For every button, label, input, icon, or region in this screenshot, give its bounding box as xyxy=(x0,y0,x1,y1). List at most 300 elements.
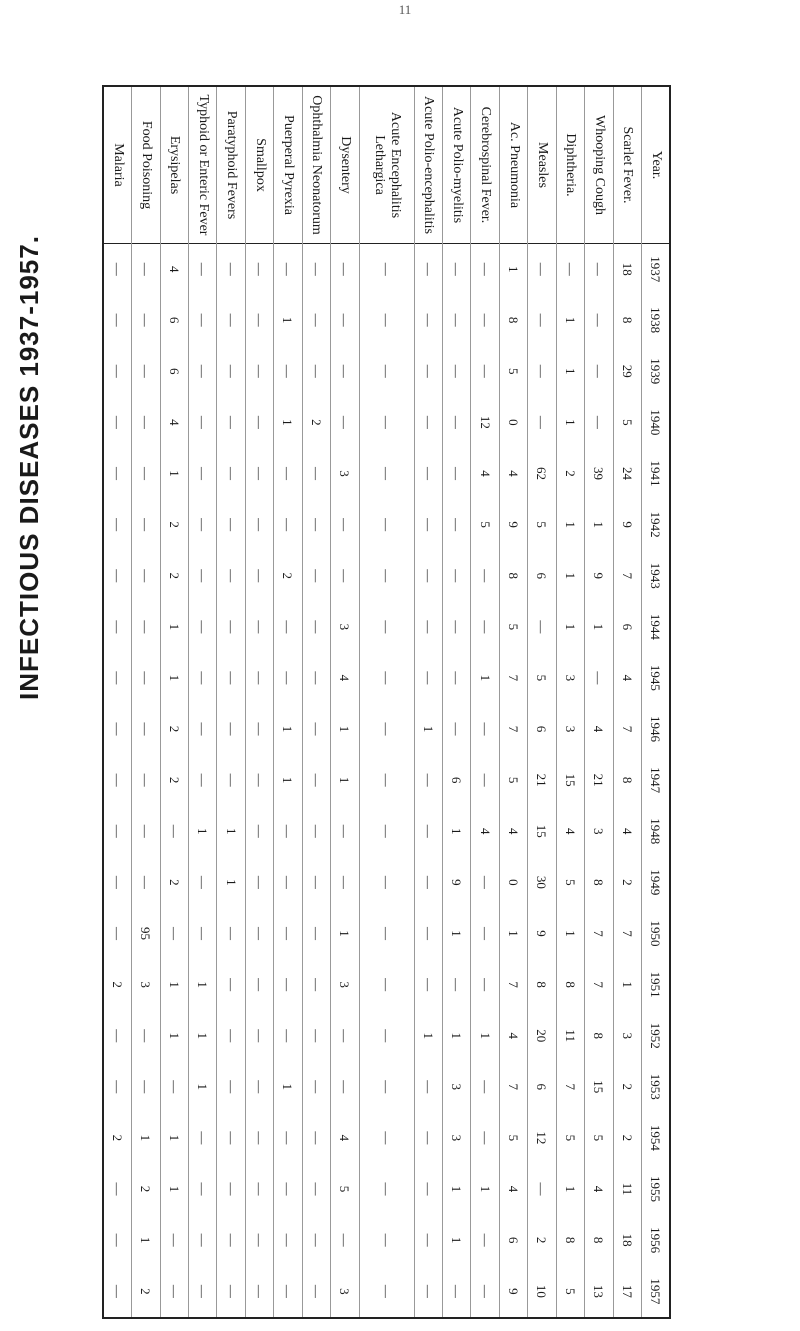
cell-value: 2 xyxy=(619,1083,635,1091)
table-row xyxy=(359,87,414,1317)
page-number: 11 xyxy=(398,2,412,17)
cell-value: 1955 xyxy=(647,1176,663,1203)
table-cell xyxy=(160,550,188,601)
table-cell xyxy=(331,908,359,959)
cell-value: 4 xyxy=(337,674,353,682)
table-cell xyxy=(274,1010,302,1061)
table-cell xyxy=(414,959,442,1010)
empty-cell-dash: — xyxy=(195,671,211,685)
table-cell xyxy=(471,1215,499,1266)
table-cell xyxy=(414,755,442,806)
table-cell xyxy=(613,755,641,806)
empty-cell-dash: — xyxy=(308,722,324,736)
cell-value: 1 xyxy=(337,725,353,733)
empty-cell-dash: — xyxy=(379,978,395,992)
empty-cell-dash: — xyxy=(195,1131,211,1145)
empty-cell-dash: — xyxy=(166,1284,182,1298)
table-cell xyxy=(217,1163,245,1214)
table-cell xyxy=(499,295,527,346)
empty-cell-dash: — xyxy=(280,620,296,634)
table-cell xyxy=(613,346,641,397)
table-cell xyxy=(641,959,669,1010)
empty-cell-dash: — xyxy=(534,262,550,276)
table-cell xyxy=(499,397,527,448)
empty-cell-dash: — xyxy=(449,415,465,429)
empty-cell-dash: — xyxy=(280,1233,296,1247)
empty-cell-dash: — xyxy=(223,569,239,583)
cell-value: 1 xyxy=(506,266,522,273)
empty-cell-dash: — xyxy=(337,569,353,583)
table-cell xyxy=(302,550,330,601)
table-cell xyxy=(104,499,132,550)
cell-value: 8 xyxy=(562,1236,578,1244)
table-cell xyxy=(443,1215,471,1266)
table-row xyxy=(613,87,641,1317)
table-cell xyxy=(556,1215,584,1266)
table-cell xyxy=(556,1061,584,1112)
table-cell xyxy=(528,1112,556,1163)
cell-value: 5 xyxy=(477,521,493,528)
table-cell xyxy=(641,448,669,499)
empty-cell-dash: — xyxy=(252,1080,268,1094)
table-cell xyxy=(359,959,414,1010)
table-cell xyxy=(613,1163,641,1214)
cell-value: 2 xyxy=(138,1288,154,1295)
empty-cell-dash: — xyxy=(223,1080,239,1094)
empty-cell-dash: — xyxy=(420,1233,436,1247)
table-cell xyxy=(274,1163,302,1214)
table-cell xyxy=(471,1266,499,1317)
empty-cell-dash: — xyxy=(110,773,126,787)
cell-value: 4 xyxy=(619,674,635,682)
table-cell xyxy=(443,857,471,908)
table-cell xyxy=(160,1163,188,1214)
table-cell xyxy=(585,1266,613,1317)
table-cell xyxy=(189,499,217,550)
cell-value: 6 xyxy=(534,572,550,579)
table-cell xyxy=(585,601,613,652)
empty-cell-dash: — xyxy=(477,262,493,276)
cell-value: 15 xyxy=(534,824,550,838)
table-cell xyxy=(556,1112,584,1163)
empty-cell-dash: — xyxy=(477,313,493,327)
cell-value: 1 xyxy=(449,1236,465,1244)
cell-value: 1 xyxy=(166,1185,182,1193)
table-cell xyxy=(556,703,584,754)
column-header: Acute Encephalitis Lethargica xyxy=(359,87,414,244)
table-cell xyxy=(613,295,641,346)
table-cell xyxy=(414,346,442,397)
empty-cell-dash: — xyxy=(379,518,395,532)
table-cell xyxy=(443,703,471,754)
empty-cell-dash: — xyxy=(420,1284,436,1298)
table-cell xyxy=(104,601,132,652)
table-cell xyxy=(443,1266,471,1317)
table-cell xyxy=(499,550,527,601)
table-cell xyxy=(499,601,527,652)
empty-cell-dash: — xyxy=(138,824,154,838)
table-cell xyxy=(132,244,160,295)
table-cell xyxy=(556,346,584,397)
column-header: Year. xyxy=(641,87,669,244)
empty-cell-dash: — xyxy=(308,262,324,276)
table-cell xyxy=(189,295,217,346)
table-cell xyxy=(217,1061,245,1112)
table-cell xyxy=(302,755,330,806)
table-cell xyxy=(189,908,217,959)
cell-value: 1 xyxy=(280,419,296,426)
empty-cell-dash: — xyxy=(379,415,395,429)
table-cell xyxy=(556,1163,584,1214)
empty-cell-dash: — xyxy=(591,671,607,685)
cell-value: 2 xyxy=(138,1185,154,1193)
table-cell xyxy=(160,1215,188,1266)
empty-cell-dash: — xyxy=(449,313,465,327)
table-cell xyxy=(217,1010,245,1061)
empty-cell-dash: — xyxy=(420,364,436,378)
table-cell xyxy=(189,550,217,601)
empty-cell-dash: — xyxy=(534,415,550,429)
table-cell xyxy=(245,652,273,703)
column-header: Scarlet Fever. xyxy=(613,87,641,244)
table-cell xyxy=(556,397,584,448)
table-cell xyxy=(302,806,330,857)
table-cell xyxy=(217,806,245,857)
table-cell xyxy=(245,448,273,499)
table-cell xyxy=(331,295,359,346)
empty-cell-dash: — xyxy=(477,1080,493,1094)
empty-cell-dash: — xyxy=(379,824,395,838)
empty-cell-dash: — xyxy=(223,926,239,940)
table-cell xyxy=(274,244,302,295)
empty-cell-dash: — xyxy=(379,262,395,276)
cell-value: 12 xyxy=(534,1131,550,1145)
cell-value: 7 xyxy=(506,1083,522,1091)
empty-cell-dash: — xyxy=(252,1284,268,1298)
table-cell xyxy=(641,397,669,448)
empty-cell-dash: — xyxy=(110,569,126,583)
cell-value: 21 xyxy=(591,773,607,787)
table-cell xyxy=(274,295,302,346)
cell-value: 3 xyxy=(138,981,154,988)
table-cell xyxy=(613,857,641,908)
table-cell xyxy=(302,652,330,703)
cell-value: 17 xyxy=(619,1284,635,1298)
column-header: Whooping Cough xyxy=(585,87,613,244)
table-cell xyxy=(414,550,442,601)
empty-cell-dash: — xyxy=(110,824,126,838)
table-cell xyxy=(274,857,302,908)
empty-cell-dash: — xyxy=(379,722,395,736)
table-cell xyxy=(613,1061,641,1112)
table-cell xyxy=(499,448,527,499)
empty-cell-dash: — xyxy=(308,1131,324,1145)
cell-value: 7 xyxy=(619,725,635,733)
cell-value: 1 xyxy=(166,981,182,988)
cell-value: 1951 xyxy=(647,971,663,998)
table-cell xyxy=(359,1266,414,1317)
table-cell xyxy=(189,857,217,908)
table-cell xyxy=(245,550,273,601)
table-cell xyxy=(414,1163,442,1214)
table-row xyxy=(499,87,527,1317)
table-cell xyxy=(528,1010,556,1061)
table-cell xyxy=(274,499,302,550)
table-cell xyxy=(641,857,669,908)
table-cell xyxy=(132,959,160,1010)
cell-value: 4 xyxy=(477,828,493,835)
cell-value: 5 xyxy=(506,368,522,375)
cell-value: 8 xyxy=(619,776,635,784)
table-cell xyxy=(359,1010,414,1061)
table-cell xyxy=(528,652,556,703)
table-cell xyxy=(528,448,556,499)
cell-value: 8 xyxy=(562,981,578,988)
cell-value: 7 xyxy=(506,981,522,988)
table-cell xyxy=(443,601,471,652)
cell-value: 1 xyxy=(449,930,465,937)
cell-value: 8 xyxy=(619,316,635,324)
empty-cell-dash: — xyxy=(138,262,154,276)
empty-cell-dash: — xyxy=(252,466,268,480)
empty-cell-dash: — xyxy=(166,926,182,940)
empty-cell-dash: — xyxy=(308,1029,324,1043)
table-cell xyxy=(132,652,160,703)
cell-value: 1 xyxy=(195,1083,211,1091)
table-row xyxy=(274,87,302,1317)
table-cell xyxy=(245,959,273,1010)
table-cell xyxy=(443,499,471,550)
table-cell xyxy=(217,1266,245,1317)
empty-cell-dash: — xyxy=(166,1080,182,1094)
table-cell xyxy=(528,499,556,550)
cell-value: 6 xyxy=(449,776,465,784)
column-header: Typhoid or Enteric Fever xyxy=(189,87,217,244)
cell-value: 1940 xyxy=(647,409,663,436)
empty-cell-dash: — xyxy=(223,671,239,685)
empty-cell-dash: — xyxy=(252,824,268,838)
table-cell xyxy=(132,1010,160,1061)
cell-value: 7 xyxy=(619,930,635,937)
table-cell xyxy=(528,857,556,908)
table-cell xyxy=(189,1266,217,1317)
table-cell xyxy=(104,806,132,857)
table-cell xyxy=(414,448,442,499)
cell-value: 1 xyxy=(562,1185,578,1193)
cell-value: 1 xyxy=(477,1185,493,1193)
empty-cell-dash: — xyxy=(420,1182,436,1196)
table-row xyxy=(641,87,669,1317)
empty-cell-dash: — xyxy=(223,415,239,429)
table-cell xyxy=(414,244,442,295)
empty-cell-dash: — xyxy=(110,1080,126,1094)
table-cell xyxy=(274,1266,302,1317)
table-cell xyxy=(443,652,471,703)
empty-cell-dash: — xyxy=(223,978,239,992)
cell-value: 1 xyxy=(337,776,353,784)
table-cell xyxy=(641,1163,669,1214)
empty-cell-dash: — xyxy=(280,518,296,532)
empty-cell-dash: — xyxy=(280,1029,296,1043)
empty-cell-dash: — xyxy=(252,1182,268,1196)
cell-value: 7 xyxy=(506,725,522,733)
table-cell xyxy=(585,652,613,703)
cell-value: 1 xyxy=(449,1185,465,1193)
table-cell xyxy=(104,703,132,754)
table-cell xyxy=(331,499,359,550)
table-cell xyxy=(245,755,273,806)
table-cell xyxy=(471,703,499,754)
table-cell xyxy=(359,601,414,652)
table-cell xyxy=(556,857,584,908)
table-cell xyxy=(585,448,613,499)
table-cell xyxy=(613,1215,641,1266)
empty-cell-dash: — xyxy=(195,518,211,532)
table-cell xyxy=(528,1061,556,1112)
column-header: Ophthalmia Neonatorum xyxy=(302,87,330,244)
cell-value: 5 xyxy=(506,776,522,784)
cell-value: 1 xyxy=(280,725,296,733)
table-cell xyxy=(302,857,330,908)
table-cell xyxy=(331,806,359,857)
cell-value: 1 xyxy=(166,1032,182,1039)
table-cell xyxy=(499,806,527,857)
table-cell xyxy=(471,755,499,806)
table-cell xyxy=(331,1215,359,1266)
cell-value: 11 xyxy=(562,1029,578,1042)
table-cell xyxy=(585,908,613,959)
cell-value: 11 xyxy=(619,1182,635,1196)
cell-value: 2 xyxy=(280,572,296,579)
table-cell xyxy=(245,397,273,448)
table-cell xyxy=(414,806,442,857)
table-cell xyxy=(471,295,499,346)
empty-cell-dash: — xyxy=(591,364,607,378)
table-cell xyxy=(217,1112,245,1163)
table-cell xyxy=(613,244,641,295)
empty-cell-dash: — xyxy=(252,313,268,327)
table-cell xyxy=(160,806,188,857)
table-cell xyxy=(414,499,442,550)
empty-cell-dash: — xyxy=(195,569,211,583)
empty-cell-dash: — xyxy=(252,722,268,736)
table-cell xyxy=(189,959,217,1010)
table-cell xyxy=(189,448,217,499)
empty-cell-dash: — xyxy=(420,466,436,480)
empty-cell-dash: — xyxy=(223,1233,239,1247)
table-cell xyxy=(302,397,330,448)
empty-cell-dash: — xyxy=(110,1233,126,1247)
table-cell xyxy=(104,244,132,295)
empty-cell-dash: — xyxy=(449,978,465,992)
empty-cell-dash: — xyxy=(110,722,126,736)
table-cell xyxy=(104,1010,132,1061)
table-cell xyxy=(331,1112,359,1163)
table-cell xyxy=(528,397,556,448)
table-cell xyxy=(499,959,527,1010)
empty-cell-dash: — xyxy=(110,262,126,276)
cell-value: 9 xyxy=(506,521,522,528)
table-cell xyxy=(217,755,245,806)
cell-value: 1947 xyxy=(647,767,663,794)
table-cell xyxy=(104,1112,132,1163)
table-cell xyxy=(556,550,584,601)
cell-value: 2 xyxy=(110,1134,126,1142)
table-cell xyxy=(274,806,302,857)
table-cell xyxy=(499,652,527,703)
table-row xyxy=(189,87,217,1317)
cell-value: 1 xyxy=(420,1032,436,1039)
empty-cell-dash: — xyxy=(449,569,465,583)
column-header: Acute Polio-encephalitis xyxy=(414,87,442,244)
empty-cell-dash: — xyxy=(280,1131,296,1145)
table-cell xyxy=(274,550,302,601)
cell-value: 29 xyxy=(619,364,635,378)
table-cell xyxy=(443,448,471,499)
cell-value: 7 xyxy=(506,674,522,682)
cell-value: 5 xyxy=(534,674,550,682)
cell-value: 39 xyxy=(591,466,607,480)
empty-cell-dash: — xyxy=(420,875,436,889)
table-cell xyxy=(104,755,132,806)
cell-value: 1948 xyxy=(647,818,663,845)
empty-cell-dash: — xyxy=(138,620,154,634)
cell-value: 3 xyxy=(337,470,353,477)
table-cell xyxy=(331,857,359,908)
cell-value: 1 xyxy=(166,1134,182,1142)
cell-value: 1 xyxy=(166,674,182,682)
table-cell xyxy=(245,1266,273,1317)
cell-value: 6 xyxy=(619,623,635,631)
table-cell xyxy=(160,397,188,448)
cell-value: 3 xyxy=(337,1288,353,1295)
table-cell xyxy=(217,448,245,499)
table-cell xyxy=(160,652,188,703)
empty-cell-dash: — xyxy=(280,1182,296,1196)
table-row xyxy=(302,87,330,1317)
empty-cell-dash: — xyxy=(308,875,324,889)
cell-value: 1938 xyxy=(647,307,663,334)
cell-value: 5 xyxy=(562,879,578,886)
table-cell xyxy=(104,1061,132,1112)
table-cell xyxy=(132,448,160,499)
column-header: Paratyphoid Fevers xyxy=(217,87,245,244)
table-cell xyxy=(302,959,330,1010)
table-cell xyxy=(132,601,160,652)
cell-value: 5 xyxy=(562,1134,578,1142)
empty-cell-dash: — xyxy=(449,466,465,480)
empty-cell-dash: — xyxy=(420,773,436,787)
cell-value: 1 xyxy=(506,930,522,937)
cell-value: 4 xyxy=(166,266,182,273)
table-cell xyxy=(132,346,160,397)
table-cell xyxy=(245,806,273,857)
cell-value: 9 xyxy=(591,572,607,579)
table-cell xyxy=(443,959,471,1010)
cell-value: 4 xyxy=(506,470,522,477)
table-cell xyxy=(217,959,245,1010)
table-cell xyxy=(359,652,414,703)
table-cell xyxy=(189,755,217,806)
table-cell xyxy=(585,1061,613,1112)
table-cell xyxy=(302,908,330,959)
table-cell xyxy=(104,295,132,346)
table-wrapper xyxy=(102,85,671,1319)
table-cell xyxy=(359,1112,414,1163)
table-cell xyxy=(217,499,245,550)
table-cell xyxy=(585,959,613,1010)
empty-cell-dash: — xyxy=(477,1131,493,1145)
